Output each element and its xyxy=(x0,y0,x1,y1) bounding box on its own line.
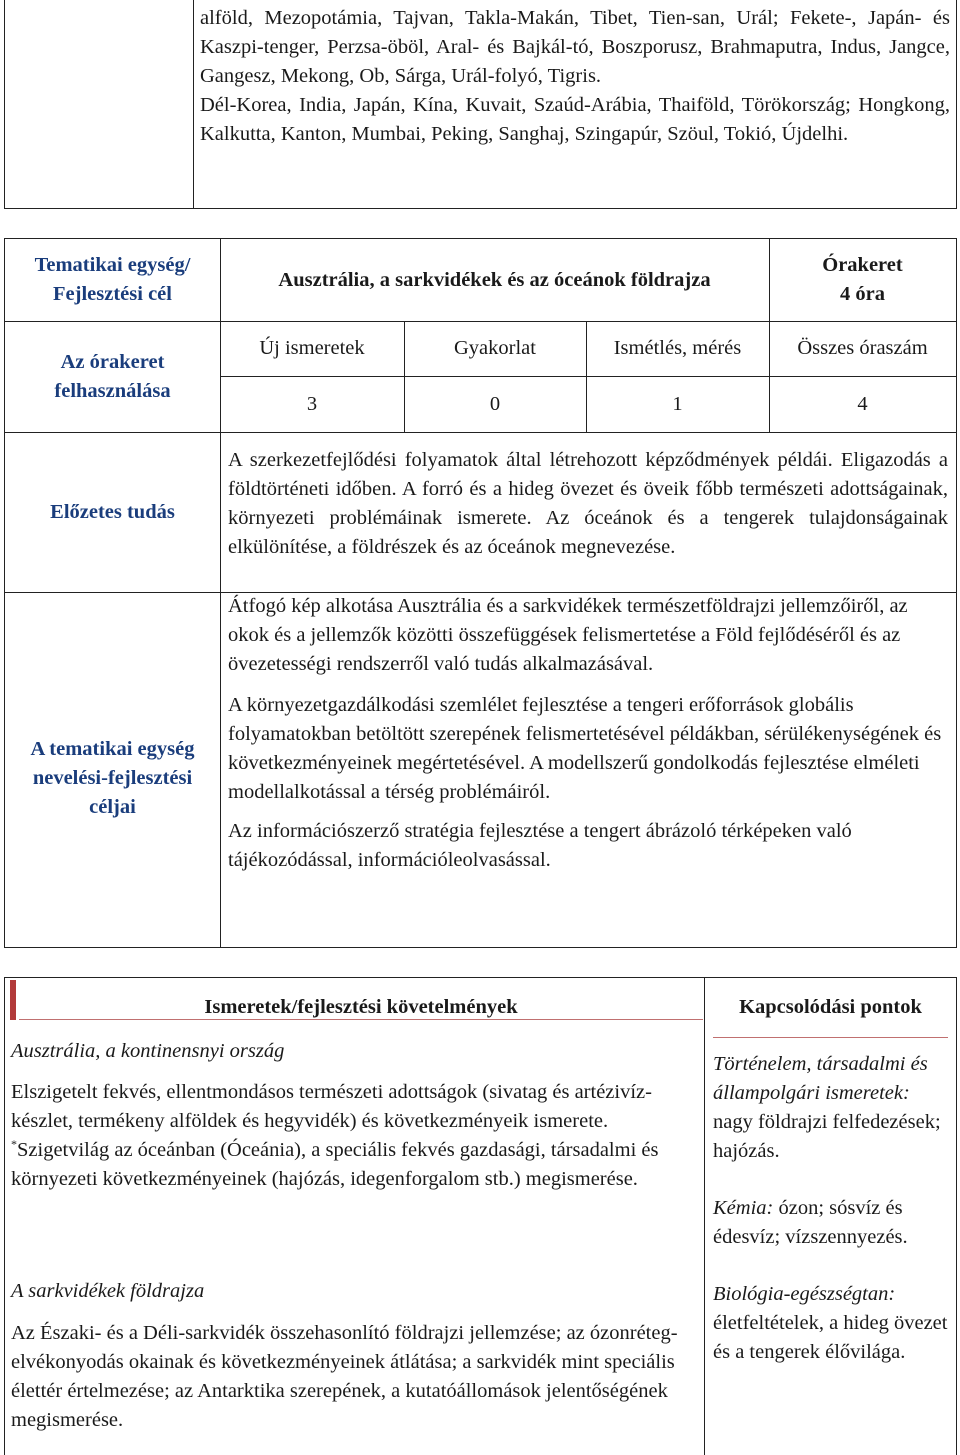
hours-label: Órakeret xyxy=(822,254,903,276)
connection-chemistry-text: ózon; sósvíz és édesvíz; vízszennyezés. xyxy=(713,1197,908,1248)
goals-label-line3: céljai xyxy=(89,796,136,818)
col-header-total: Összes óraszám xyxy=(769,321,957,377)
country-city-names-text: Dél-Korea, India, Japán, Kína, Kuvait, Szaúd-Arábia, Thaiföld, Törökország; Hongkong, Kalkutta, Kanton, Mumbai, Peking, Sanghaj, Szingapúr, Szöul, Tokió, Újdelhi. xyxy=(200,94,950,145)
usage-label-line2: felhasználása xyxy=(54,379,171,402)
connection-biology-label: Biológia-egészségtan: xyxy=(713,1283,896,1305)
prior-label: Előzetes tudás xyxy=(50,500,175,523)
col-value-practice: 0 xyxy=(404,376,587,433)
col-value-total: 4 xyxy=(769,376,957,433)
section-text-australia xyxy=(11,1078,703,1194)
col-header-review: Ismétlés, mérés xyxy=(586,321,770,377)
goals-label-line2: nevelési-fejlesztési xyxy=(32,767,193,789)
unit-title-cell xyxy=(220,238,770,322)
connection-biology-text: életfeltételek, a hideg övezet és a tengerek élővilága. xyxy=(713,1312,948,1363)
goals-label-line1: A tematikai egység xyxy=(30,738,195,760)
col-header-new: Új ismeretek xyxy=(220,321,405,377)
connections-header: Kapcsolódási pontok xyxy=(713,993,948,1038)
hours-value: 4 óra xyxy=(840,283,885,305)
usage-label-line1: Az órakeret xyxy=(60,350,165,373)
australia-text-a: Elszigetelt fekvés, ellentmondásos természeti adottságok (sivatag és artézivíz-készlet, termékeny alföldek és hegyvidék) és következményeik ismerete. xyxy=(11,1081,652,1132)
connections-cell xyxy=(704,977,957,1455)
top-content-cell xyxy=(193,0,957,209)
section-text-polar: Az Északi- és a Déli-sarkvidék összehasonlító földrajzi jellemzése; az ózonréteg-elvékonyodás okainak és következményeinek átlátása; a sarkvidék mint speciális élettér értelmezése; az Antarktika szerepének, a kutatóállomások jelentőségének megismerése. xyxy=(11,1322,678,1431)
prior-label-cell xyxy=(4,432,221,593)
connection-chemistry xyxy=(713,1194,948,1252)
prior-text-cell xyxy=(220,432,957,593)
connection-history xyxy=(713,1050,948,1166)
goals-paragraph-3: Az információszerző stratégia fejlesztése a tengert ábrázoló térképeken való tájékozódással, információleolvasással. xyxy=(228,820,852,871)
col-value-new: 3 xyxy=(220,376,405,433)
col-header-practice: Gyakorlat xyxy=(404,321,587,377)
connection-chemistry-label: Kémia: xyxy=(713,1197,774,1219)
unit-label-cell xyxy=(4,238,221,322)
unit-label-line1: Tematikai egység/ xyxy=(34,254,191,276)
section-title-polar: A sarkvidékek földrajza xyxy=(11,1280,205,1302)
requirements-cell xyxy=(4,977,705,1455)
accent-bar xyxy=(10,980,16,1020)
goals-paragraph-1: Átfogó kép alkotása Ausztrália és a sarkvidékek természetföldrajzi jellemzőiről, az okok és a jellemzők közötti összefüggések felismertetése a Föld fejlődéséről és az övezetességi rendszerről való tudás alkalmazásával. xyxy=(228,595,908,675)
goals-paragraph-2: A környezetgazdálkodási szemlélet fejlesztése a tengeri erőforrások globális folyamatokban betöltött szerepének felismertetésével példákban, sérülékenységének és következményeinek megértetésével. A modellszerű gondolkodás fejlesztése elméleti modellalkotással a térség problémáiról. xyxy=(228,694,942,803)
goals-text-cell xyxy=(220,592,957,948)
connection-history-text: nagy földrajzi felfedezések; hajózás. xyxy=(713,1111,941,1162)
section-title-australia: Ausztrália, a kontinensnyi ország xyxy=(11,1040,285,1062)
usage-label-cell xyxy=(4,321,221,433)
australia-text-b: Szigetvilág az óceánban (Óceánia), a speciális fekvés gazdasági, társadalmi és környezeti következményeinek (hajózás, idegenforgalom stb.) megismerése. xyxy=(11,1139,659,1190)
connection-biology xyxy=(713,1280,948,1367)
place-names-text: alföld, Mezopotámia, Tajvan, Takla-Makán, Tibet, Tien-san, Urál; Fekete-, Japán- és Kaszpi-tenger, Perzsa-öböl, Aral- és Bajkál-tó, Boszporusz, Brahmaputra, Indus, Jangce, Gangesz, Mekong, Ob, Sárga, Urál-folyó, Tigris. xyxy=(200,7,950,87)
col-value-review: 1 xyxy=(586,376,770,433)
connection-history-label: Történelem, társadalmi és állampolgári ismeretek: xyxy=(713,1053,928,1104)
top-left-cell xyxy=(4,0,194,209)
unit-label-line2: Fejlesztési cél xyxy=(53,283,172,305)
prior-text: A szerkezetfejlődési folyamatok által létrehozott képződmények példái. Eligazodás a földtörténeti időben. A forró és a hideg övezet és öveik főbb természeti adottságainak, környezeti problémáinak ismerete. Az óceánok és a tengerek tulajdonságainak elkülönítése, a földrészek és az óceánok megnevezése. xyxy=(228,449,948,558)
goals-label-cell xyxy=(4,592,221,948)
extension-star: * xyxy=(11,1137,17,1152)
hours-cell xyxy=(769,238,957,322)
unit-title: Ausztrália, a sarkvidékek és az óceánok földrajza xyxy=(278,268,711,291)
requirements-header: Ismeretek/fejlesztési követelmények xyxy=(204,996,518,1018)
